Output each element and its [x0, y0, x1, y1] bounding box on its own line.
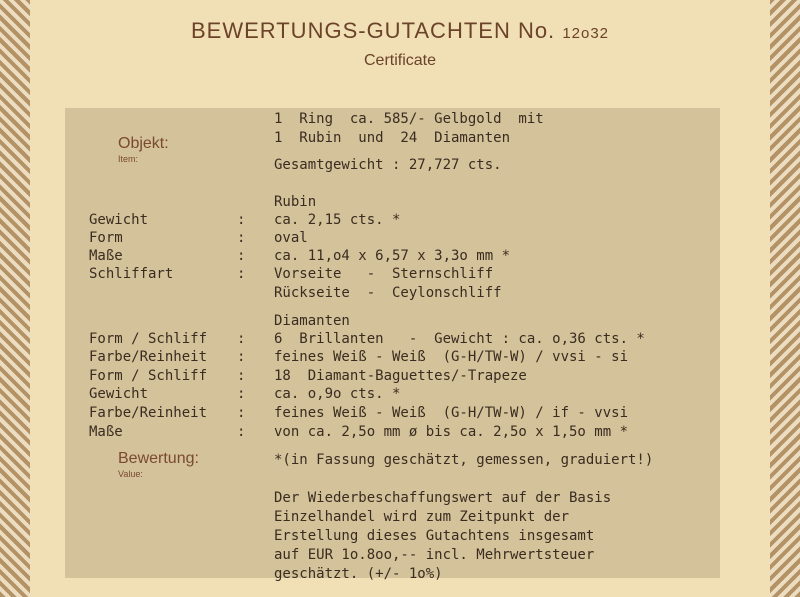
diamant-value-1: 6 Brillanten - Gewicht : ca. o,36 cts. *: [274, 331, 645, 347]
rubin-label-gewicht: Gewicht: [89, 212, 149, 228]
certificate-number: 12o32: [562, 25, 610, 42]
colon: :: [237, 405, 246, 421]
diamant-value-3: 18 Diamant-Baguettes/-Trapeze: [274, 368, 527, 384]
rubin-value-masse: ca. 11,o4 x 6,57 x 3,3o mm *: [274, 248, 511, 264]
diamanten-heading: Diamanten: [274, 313, 350, 329]
colon: :: [237, 230, 246, 246]
objekt-label: Objekt:: [118, 135, 169, 152]
objekt-line-2: 1 Rubin und 24 Diamanten: [274, 130, 511, 146]
left-decorative-border: [0, 0, 30, 597]
diamant-label-4: Gewicht: [89, 386, 149, 402]
rubin-value-gewicht: ca. 2,15 cts. *: [274, 212, 401, 228]
rubin-rueckseite: Rückseite - Ceylonschliff: [274, 285, 502, 301]
colon: :: [237, 266, 246, 282]
diamant-value-2: feines Weiß - Weiß (G-H/TW-W) / vvsi - si: [274, 349, 629, 365]
colon: :: [237, 386, 246, 402]
bewertung-label: Bewertung:: [118, 450, 199, 467]
right-decorative-border: [770, 0, 800, 597]
bewertung-line-3: Erstellung dieses Gutachtens insgesamt: [274, 528, 595, 544]
colon: :: [237, 424, 246, 440]
diamant-label-5: Farbe/Reinheit: [89, 405, 208, 421]
colon: :: [237, 331, 246, 347]
diamant-label-6: Maße: [89, 424, 123, 440]
diamant-value-4: ca. o,9o cts. *: [274, 386, 401, 402]
bewertung-line-5: geschätzt. (+/- 1o%): [274, 566, 443, 582]
diamant-label-2: Farbe/Reinheit: [89, 349, 208, 365]
rubin-value-schliffart: Vorseite - Sternschliff: [274, 266, 494, 282]
gesamtgewicht: Gesamtgewicht : 27,727 cts.: [274, 157, 502, 173]
colon: :: [237, 212, 246, 228]
colon: :: [237, 248, 246, 264]
bewertung-sublabel: Value:: [118, 469, 143, 479]
diamant-value-6: von ca. 2,5o mm ø bis ca. 2,5o x 1,5o mm *: [274, 424, 629, 440]
colon: :: [237, 349, 246, 365]
objekt-sublabel: Item:: [118, 154, 139, 164]
certificate-title: [30, 18, 770, 44]
diamant-value-5: feines Weiß - Weiß (G-H/TW-W) / if - vvsi: [274, 405, 629, 421]
colon: :: [237, 368, 246, 384]
title-text: BEWERTUNGS-GUTACHTEN No.: [190, 18, 556, 43]
certificate-subtitle: Certificate: [363, 52, 437, 69]
diamant-label-3: Form / Schliff: [89, 368, 208, 384]
rubin-value-form: oval: [274, 230, 308, 246]
bewertung-line-1: Der Wiederbeschaffungswert auf der Basis: [274, 490, 612, 506]
bewertung-line-2: Einzelhandel wird zum Zeitpunkt der: [274, 509, 570, 525]
rubin-heading: Rubin: [274, 194, 317, 210]
rubin-label-schliffart: Schliffart: [89, 266, 174, 282]
objekt-line-1: 1 Ring ca. 585/- Gelbgold mit: [274, 111, 544, 127]
bewertung-line-4: auf EUR 1o.8oo,-- incl. Mehrwertsteuer: [274, 547, 595, 563]
rubin-label-masse: Maße: [89, 248, 123, 264]
rubin-label-form: Form: [89, 230, 123, 246]
diamant-label-1: Form / Schliff: [89, 331, 208, 347]
bewertung-note: *(in Fassung geschätzt, gemessen, graduiert!): [274, 452, 654, 468]
